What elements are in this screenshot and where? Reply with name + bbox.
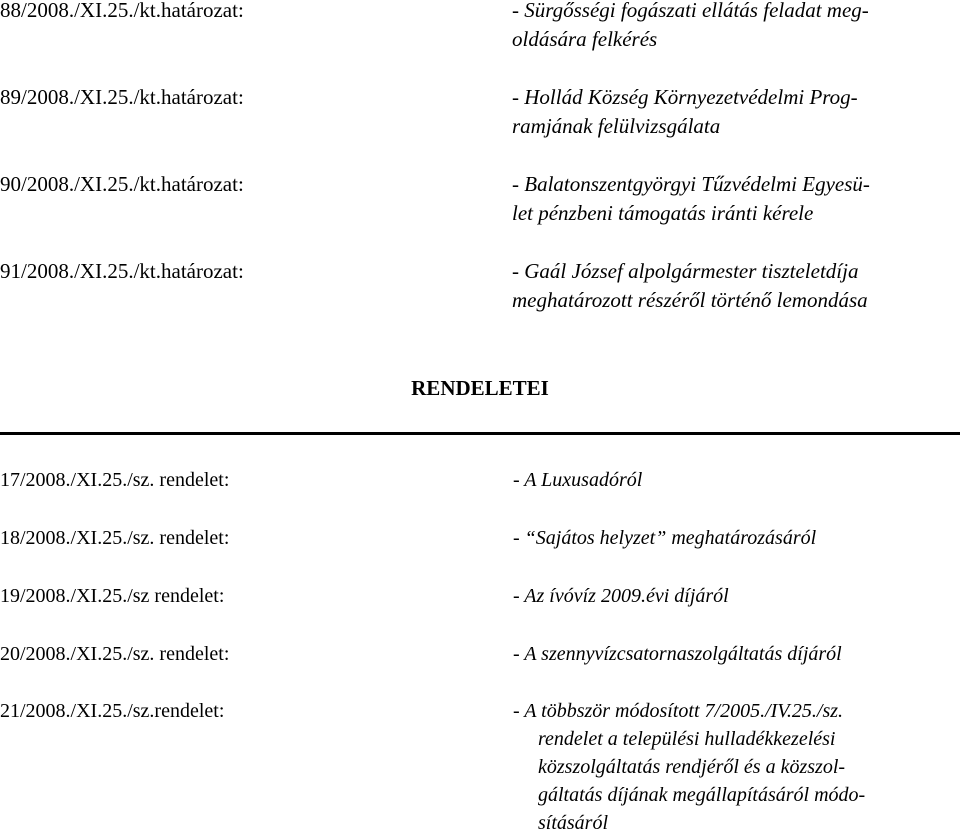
section-heading: RENDELETEI <box>411 376 549 400</box>
resolution-description-line: meghatározott részéről történő lemondása <box>512 288 868 312</box>
regulation-reference: 17/2008./XI.25./sz. rendelet: <box>0 469 230 491</box>
resolution-description <box>512 170 956 228</box>
resolution-reference: 89/2008./XI.25./kt.határozat: <box>0 85 244 109</box>
regulation-description <box>513 524 957 552</box>
resolution-description <box>512 83 956 141</box>
regulation-description-line: - A többször módosított 7/2005./IV.25./sz. <box>513 700 844 722</box>
regulation-description <box>513 697 957 837</box>
regulation-description-line: sításáról <box>538 812 609 834</box>
regulation-description-line: gáltatás díjának megállapításáról módo- <box>538 784 866 806</box>
section-divider <box>0 432 960 435</box>
resolution-description <box>512 257 956 315</box>
resolution-description-line: - Sürgősségi fogászati ellátás feladat meg- <box>512 0 869 22</box>
regulation-description-line: - “Sajátos helyzet” meghatározásáról <box>513 527 817 549</box>
resolution-reference: 90/2008./XI.25./kt.határozat: <box>0 172 244 196</box>
regulation-reference: 19/2008./XI.25./sz rendelet: <box>0 585 225 607</box>
resolution-description-line: let pénzbeni támogatás iránti kérele <box>512 201 814 225</box>
regulation-description-line: rendelet a települési hulladékkezelési <box>538 728 836 750</box>
regulation-reference: 20/2008./XI.25./sz. rendelet: <box>0 643 230 665</box>
resolution-description-line: - Gaál József alpolgármester tiszteletdíja <box>512 259 859 283</box>
resolution-description-line: ramjának felülvizsgálata <box>512 114 721 138</box>
regulation-description <box>513 582 957 610</box>
regulation-description <box>513 640 957 668</box>
regulation-reference: 18/2008./XI.25./sz. rendelet: <box>0 527 230 549</box>
regulation-description-line: - A Luxusadóról <box>513 469 643 491</box>
resolution-reference: 91/2008./XI.25./kt.határozat: <box>0 259 244 283</box>
resolution-reference: 88/2008./XI.25./kt.határozat: <box>0 0 244 22</box>
resolution-description <box>512 0 956 54</box>
resolution-description-line: - Hollád Község Környezetvédelmi Prog- <box>512 85 858 109</box>
regulation-description-line: - A szennyvízcsatornaszolgáltatás díjáról <box>513 643 842 665</box>
regulation-description-line: közszolgáltatás rendjéről és a közszol- <box>538 756 846 778</box>
resolution-description-line: oldására felkérés <box>512 27 658 51</box>
resolution-description-line: - Balatonszentgyörgyi Tűzvédelmi Egyesü- <box>512 172 870 196</box>
regulation-description <box>513 466 957 494</box>
regulation-description-line: - Az ívóvíz 2009.évi díjáról <box>513 585 729 607</box>
regulation-reference: 21/2008./XI.25./sz.rendelet: <box>0 700 225 722</box>
